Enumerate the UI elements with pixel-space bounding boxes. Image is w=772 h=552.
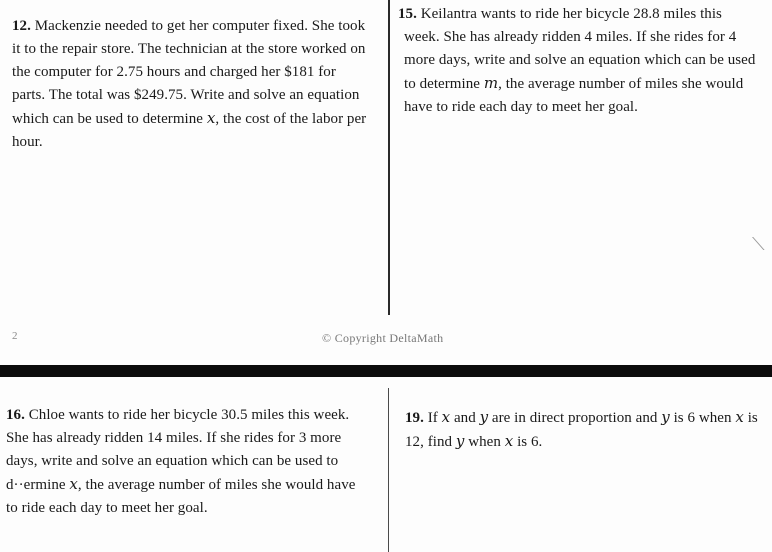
problem-19-var-x-3: x: [504, 432, 514, 450]
problem-15-line-5: have to ride each day to meet her goal.: [404, 99, 638, 115]
problem-12-number: 12.: [12, 18, 31, 34]
problem-19-line-1: [405, 406, 770, 430]
problem-12-line-5: [12, 107, 374, 131]
problem-19-var-y-1: y: [479, 408, 489, 426]
problem-19-var-x-2: x: [735, 408, 744, 426]
column-divider-bottom: [388, 388, 389, 552]
problem-15-text-1: Keilantra wants to ride her bicycle 28.8 miles this: [420, 6, 722, 22]
problem-19-text-b: and: [453, 410, 476, 426]
problem-16-line-1: [6, 404, 376, 427]
problem-12-text-5b: , the cost of the labor per: [215, 111, 367, 127]
problem-19-text-e: is: [747, 410, 758, 426]
problem-16-text-4b: , the average number of miles she would have: [77, 477, 356, 493]
problem-12-line-4: parts. The total was $249.75. Write and solve an equation: [12, 87, 360, 103]
stray-mark: ⟍: [752, 234, 765, 254]
problem-16-number: 16.: [6, 407, 25, 423]
problem-15-text-4b: , the average number of miles she would: [498, 76, 744, 92]
problem-19-text-f: 12, find: [405, 434, 453, 450]
problem-19-var-x-1: x: [441, 408, 451, 426]
problem-16-line-3: days, write and solve an equation which can be used to: [6, 453, 339, 469]
problem-12-text-1: Mackenzie needed to get her computer fixed. She took: [34, 18, 366, 34]
problem-19-number: 19.: [405, 410, 424, 426]
copyright-footer: © Copyright DeltaMath: [322, 331, 444, 345]
problem-15-text-4a: to determine: [404, 76, 480, 92]
problem-16-text-4a: d··ermine: [6, 477, 66, 493]
problem-12-line-2: it to the repair store. The technician at the store worked on: [12, 41, 366, 57]
problem-19-text-a: If: [427, 410, 438, 426]
problem-15-line-1: [398, 3, 768, 26]
problem-12-line-1: [12, 15, 374, 38]
page-number: 2: [12, 330, 18, 342]
problem-19-var-y-2: y: [661, 408, 670, 426]
problem-12-text-5a: which can be used to determine: [12, 111, 204, 127]
problem-15-line-2: week. She has already ridden 4 miles. If she rides for 4: [404, 29, 737, 45]
problem-19: [405, 406, 770, 454]
problem-19-text-h: is 6.: [517, 434, 543, 450]
page-divider: [0, 365, 772, 377]
problem-12-line-6: hour.: [12, 134, 43, 150]
problem-16-line-4: [6, 473, 376, 497]
problem-19-line-2: [405, 430, 770, 454]
problem-16-line-5: to ride each day to meet her goal.: [6, 500, 208, 516]
problem-19-text-g: when: [468, 434, 501, 450]
problem-12-variable: x: [206, 109, 216, 127]
problem-19-text-d: is 6 when: [673, 410, 732, 426]
problem-15-variable: m: [483, 74, 499, 92]
problem-15-line-3: more days, write and solve an equation which can be used: [404, 52, 756, 68]
problem-15-line-4: [398, 72, 768, 96]
problem-16-line-2: She has already ridden 14 miles. If she rides for 3 more: [6, 430, 342, 446]
problem-16: [6, 404, 376, 520]
problem-19-var-y-3: y: [455, 432, 465, 450]
problem-16-variable: x: [69, 475, 78, 493]
problem-12: [12, 15, 374, 154]
problem-19-text-c: are in direct proportion and: [491, 410, 658, 426]
problem-12-line-3: the computer for 2.75 hours and charged her $181 for: [12, 64, 336, 80]
problem-16-text-1: Chloe wants to ride her bicycle 30.5 miles this week.: [28, 407, 350, 423]
column-divider-top: [388, 0, 390, 315]
problem-15: [398, 3, 768, 119]
problem-15-number: 15.: [398, 6, 417, 22]
